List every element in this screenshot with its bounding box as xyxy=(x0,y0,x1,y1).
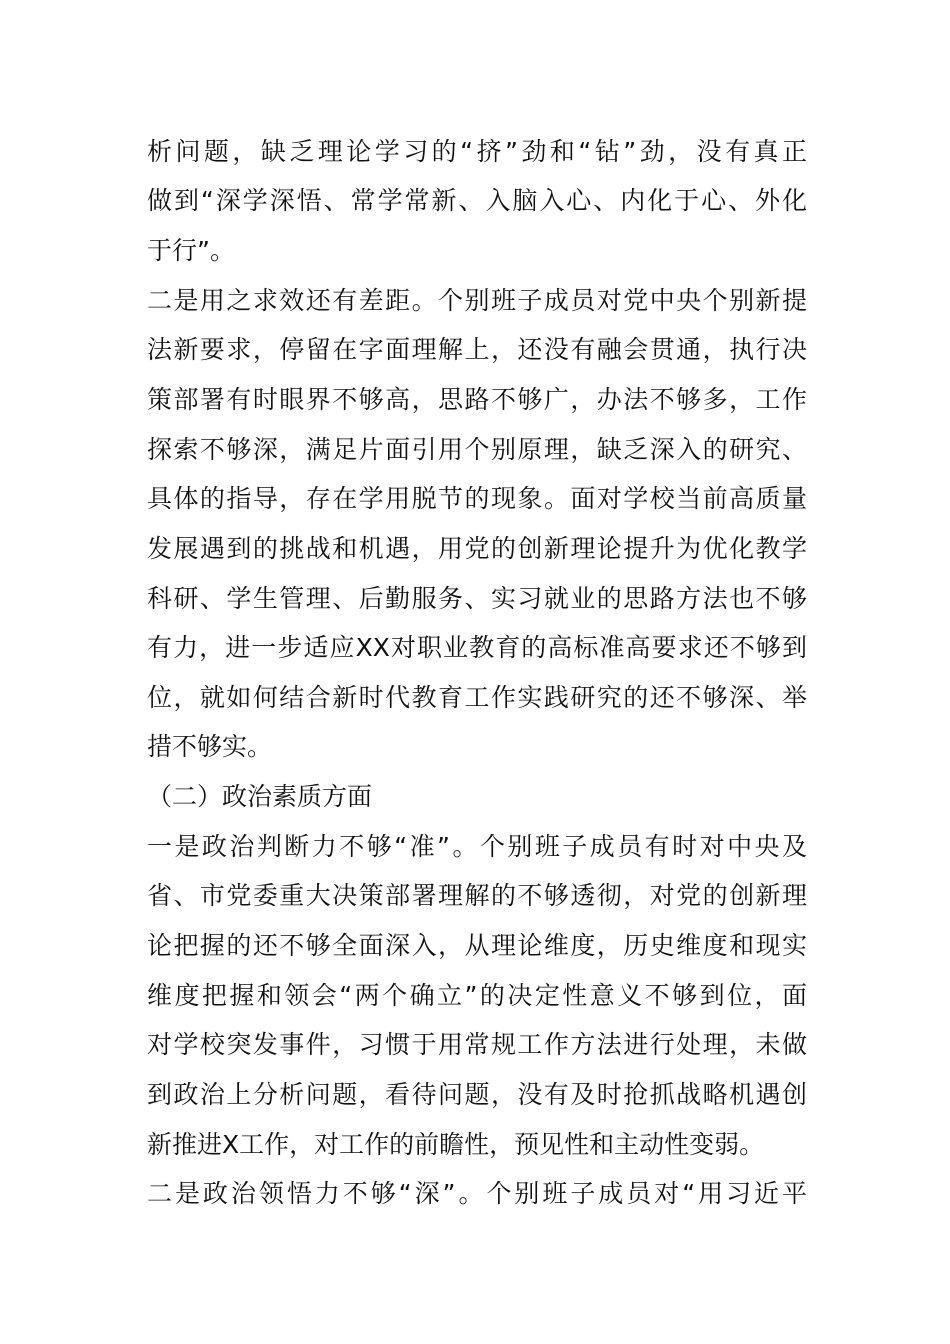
text-line: 措不够实。 xyxy=(147,732,273,761)
text-line: 二是用之求效还有差距。个别班子成员对党中央个别新提 xyxy=(147,286,807,315)
text-line: 对学校突发事件，习惯于用常规工作方法进行处理，未做 xyxy=(147,1030,807,1059)
text-line: 维度把握和领会“两个确立”的决定性意义不够到位，面 xyxy=(147,981,807,1010)
text-line: 法新要求，停留在字面理解上，还没有融会贯通，执行决 xyxy=(147,335,807,364)
text-line: 一是政治判断力不够“准”。个别班子成员有时对中央及 xyxy=(147,832,807,861)
text-line: 省、市党委重大决策部署理解的不够透彻，对党的创新理 xyxy=(147,881,807,910)
text-line: 到政治上分析问题，看待问题，没有及时抢抓战略机遇创 xyxy=(147,1080,807,1109)
text-line: 位，就如何结合新时代教育工作实践研究的还不够深、举 xyxy=(147,683,807,712)
text-line: 析问题，缺乏理论学习的“挤”劲和“钻”劲，没有真正 xyxy=(147,137,807,166)
text-line: 策部署有时眼界不够高，思路不够广，办法不够多，工作 xyxy=(147,385,807,414)
section-heading: （二）政治素质方面 xyxy=(147,782,373,811)
text-line: 具体的指导，存在学用脱节的现象。面对学校当前高质量 xyxy=(147,484,807,513)
text-line: 做到“深学深悟、常学常新、入脑入心、内化于心、外化 xyxy=(147,186,807,215)
text-line: 有力，进一步适应XX对职业教育的高标准高要求还不够到 xyxy=(147,633,807,662)
text-line: 二是政治领悟力不够“深”。个别班子成员对“用习近平 xyxy=(147,1179,807,1208)
text-line: 科研、学生管理、后勤服务、实习就业的思路方法也不够 xyxy=(147,584,807,613)
text-line: 于行”。 xyxy=(147,236,235,265)
text-line: 探索不够深，满足片面引用个别原理，缺乏深入的研究、 xyxy=(147,435,807,464)
text-line: 新推进X工作，对工作的前瞻性，预见性和主动性变弱。 xyxy=(147,1130,765,1159)
text-line: 发展遇到的挑战和机遇，用党的创新理论提升为优化教学 xyxy=(147,534,807,563)
text-line: 论把握的还不够全面深入，从理论维度，历史维度和现实 xyxy=(147,931,807,960)
